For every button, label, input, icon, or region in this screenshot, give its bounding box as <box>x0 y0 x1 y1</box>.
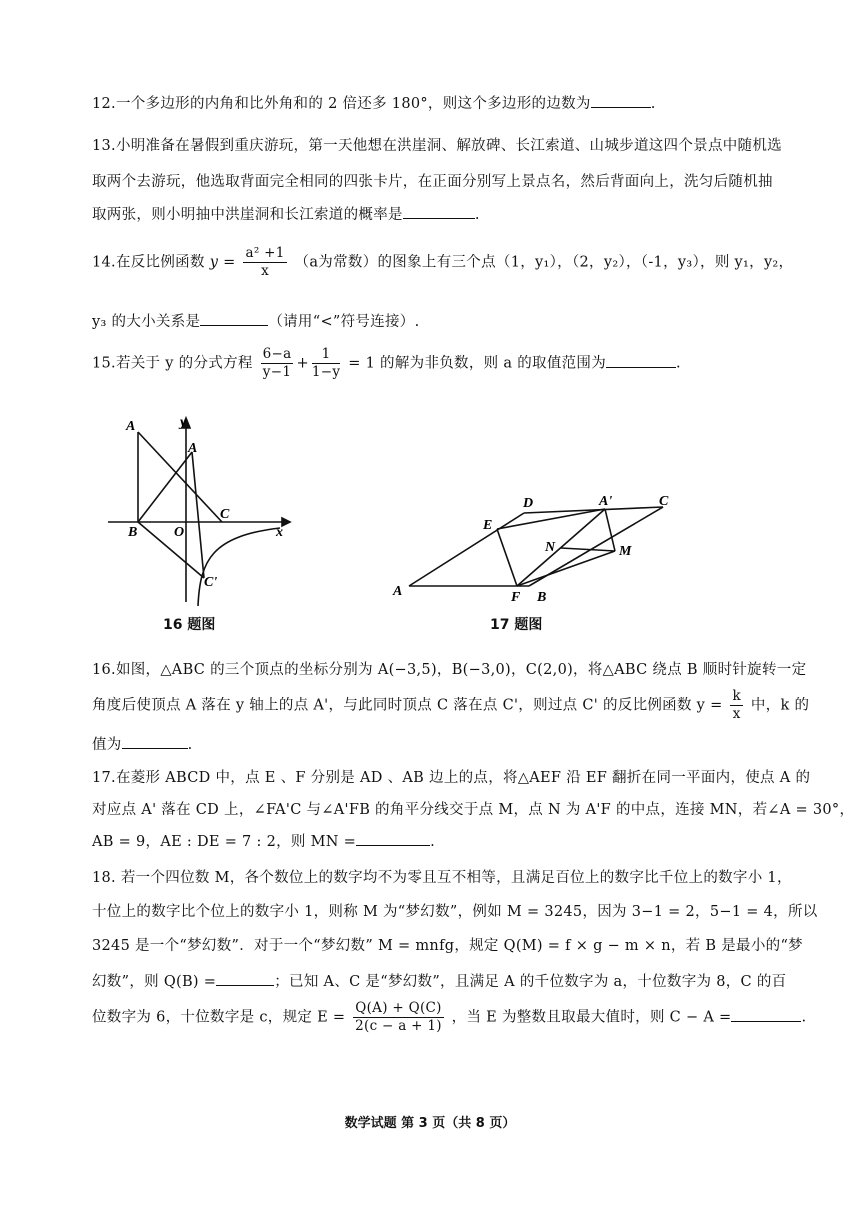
label-y: y <box>180 415 187 430</box>
answer-blank-12[interactable] <box>591 93 651 108</box>
question-17-line2: 对应点 A' 落在 CD 上，∠FA'C 与∠A'FB 的角平分线交于点 M，点 N 为 A'F 的中点，连接 MN，若∠A = 30°， <box>92 802 855 818</box>
label-A-prime: A <box>188 441 198 456</box>
label-M: M <box>619 544 632 559</box>
label-A: A <box>393 584 403 599</box>
fraction-1-over-1-minus-y: $\frac{1}{1-y}$ <box>311 346 341 380</box>
label-C-prime: C' <box>204 575 218 590</box>
fraction-E-definition: $\frac{Q(A) + Q(C)}{2(c - a + 1)}$ <box>355 1000 442 1034</box>
label-C: C <box>659 494 669 509</box>
label-N: N <box>545 540 556 555</box>
answer-blank-15[interactable] <box>606 353 676 368</box>
question-16-line2: 角度后使顶点 A 落在 y 轴上的点 A'，与此同时顶点 C 落在点 C'，则过点 C' 的反比例函数 y = $\frac{k}{x}$ 中，k 的 <box>92 688 810 722</box>
fraction-6-minus-a: $\frac{6-a}{y-1}$ <box>262 346 292 380</box>
question-15: 15.若关于 y 的分式方程 $\frac{6-a}{y-1}$ + $\frac{1}{1-y}$ = 1 的解为非负数，则 a 的取值范围为 . <box>92 346 681 380</box>
segment-FA-prime <box>517 509 605 586</box>
label-A: A <box>126 419 136 434</box>
label-A-prime: A' <box>599 494 613 509</box>
fraction-k-over-x: $\frac{k}{x}$ <box>732 688 741 722</box>
answer-blank-16[interactable] <box>122 734 188 749</box>
label-B: B <box>537 590 547 605</box>
question-17-line3: AB = 9，AE : DE = 7 : 2，则 MN = . <box>92 830 435 851</box>
segment-A-prime-C-prime <box>192 452 204 578</box>
hyperbola-branch <box>198 528 280 606</box>
question-18-line4: 幻数”，则 Q(B) = ；已知 A、C 是“梦幻数”，且满足 A 的千位数字为 a，十位数字为 8，C 的百 <box>92 970 786 991</box>
figure-16-caption: 16 题图 <box>163 617 216 633</box>
segment-EF <box>497 529 517 586</box>
segment-A-prime-M <box>605 509 615 551</box>
answer-blank-18b[interactable] <box>731 1007 801 1022</box>
segment-AC <box>138 432 222 522</box>
question-13-line1: 13.小明准备在暑假到重庆游玩，第一天他想在洪崖洞、解放碑、长江索道、山城步道这四个景点中随机选 <box>92 138 782 154</box>
segment-DC <box>524 507 663 513</box>
label-O: O <box>174 525 185 540</box>
label-C: C <box>220 507 230 522</box>
question-16-line1: 16.如图，△ABC 的三个顶点的坐标分别为 A(−3,5)，B(−3,0)，C(2,0)，将△ABC 绕点 B 顺时针旋转一定 <box>92 662 807 678</box>
question-17-line1: 17.在菱形 ABCD 中，点 E 、F 分别是 AD 、AB 边上的点，将△AEF 沿 EF 翻折在同一平面内，使点 A 的 <box>92 770 811 786</box>
answer-blank-13[interactable] <box>403 204 475 219</box>
label-B: B <box>128 525 138 540</box>
label-x: x <box>276 525 283 540</box>
question-12: 12.一个多边形的内角和比外角和的 2 倍还多 180°，则这个多边形的边数为 . <box>92 92 656 113</box>
x-axis-arrow <box>282 518 290 526</box>
page-footer: 数学试题 第 3 页（共 8 页） <box>344 1116 516 1131</box>
answer-blank-14[interactable] <box>200 311 268 326</box>
figure-17 <box>385 485 685 610</box>
figure-16 <box>100 410 300 610</box>
question-14-line2: y₃ 的大小关系是 （请用“<”符号连接）. <box>92 310 420 331</box>
segment-FM <box>517 551 615 586</box>
label-D: D <box>523 496 534 511</box>
label-E: E <box>483 518 493 533</box>
segment-BA-prime <box>138 452 192 522</box>
question-14-line1: 14.在反比例函数 y = $\frac{\text{a² +1}}{x}$ （a为常数）的图象上有三个点（1，y₁），（2，y₂），（-1，y₃），则 y₁，y₂， <box>92 245 794 279</box>
question-13-line2: 取两个去游玩，他选取背面完全相同的四张卡片，在正面分别写上景点名，然后背面向上，洗匀后随机抽 <box>92 174 773 190</box>
question-18-line1: 18. 若一个四位数 M，各个数位上的数字均不为零且互不相等，且满足百位上的数字比千位上的数字小 1， <box>92 870 792 886</box>
figure-17-caption: 17 题图 <box>490 617 543 633</box>
answer-blank-17[interactable] <box>356 831 430 846</box>
question-18-line5: 位数字为 6，十位数字是 c，规定 E = $\frac{Q(A) + Q(C)}{2(c - a + 1)}$ ，当 E 为整数且取最大值时，则 C − A = . <box>92 1000 807 1034</box>
question-13-line3: 取两张，则小明抽中洪崖洞和长江索道的概率是 . <box>92 203 480 224</box>
label-F: F <box>511 590 521 605</box>
segment-AD <box>409 513 524 586</box>
question-16-line3: 值为 . <box>92 733 193 754</box>
segment-BC-prime <box>138 522 204 578</box>
question-18-line2: 十位上的数字比个位上的数字小 1，则称 M 为“梦幻数”，例如 M = 3245，因为 3−1 = 2，5−1 = 4，所以 <box>92 904 818 920</box>
question-18-line3: 3245 是一个“梦幻数”．对于一个“梦幻数” M = mnfg，规定 Q(M) = f × g − m × n，若 B 是最小的“梦 <box>92 938 803 954</box>
answer-blank-18a[interactable] <box>216 971 274 986</box>
fraction-a2plus1-over-x: $\frac{\text{a² +1}}{x}$ <box>245 245 285 279</box>
